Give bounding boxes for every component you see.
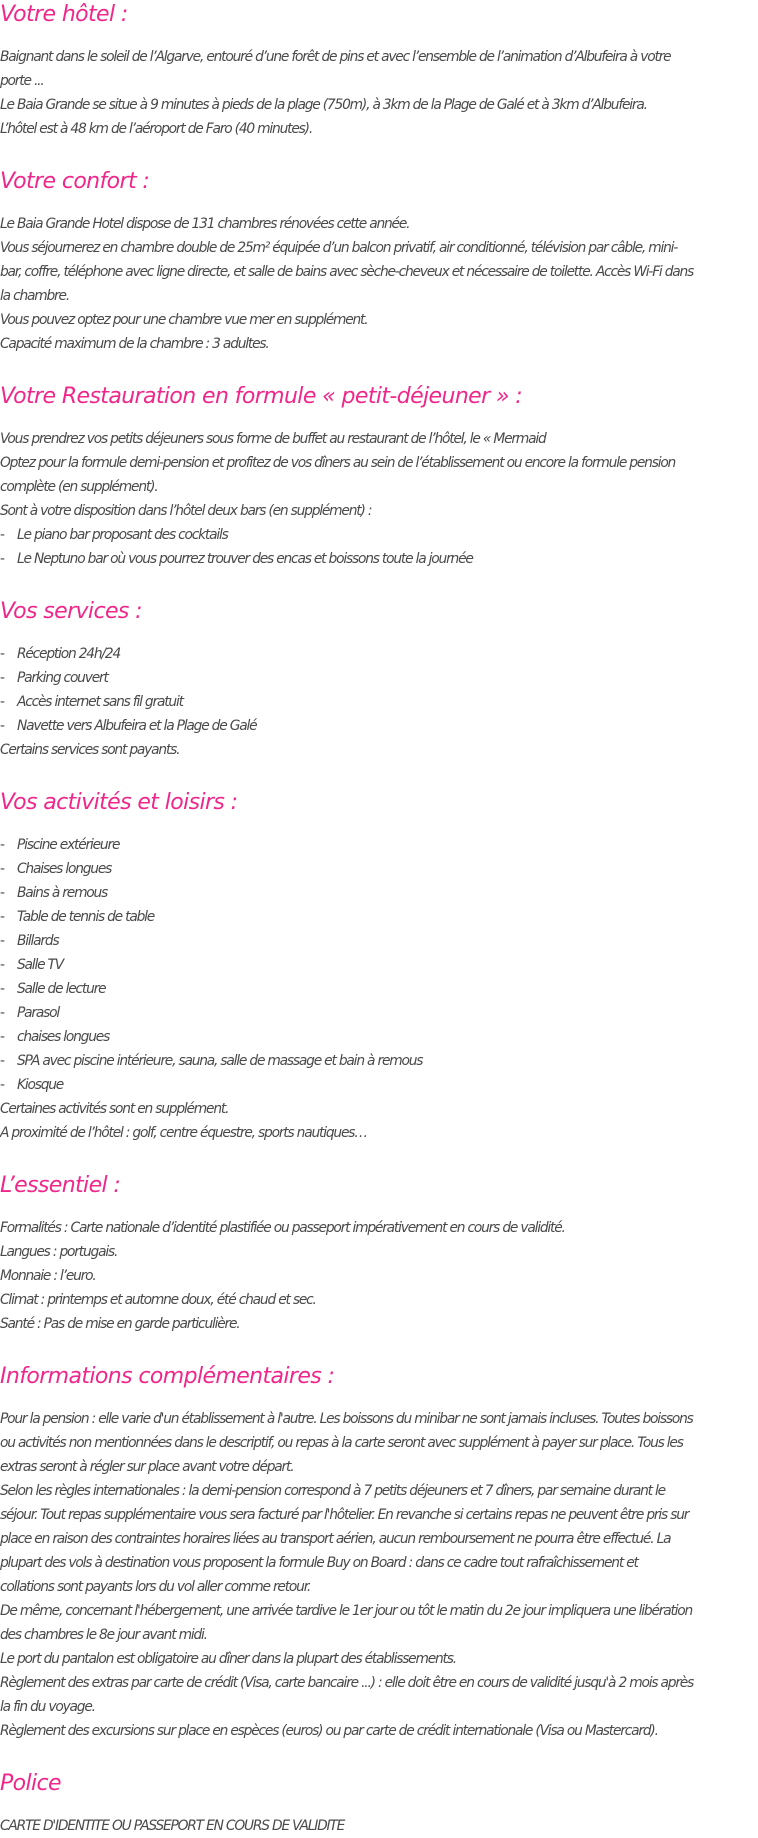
list-marker: -: [0, 527, 4, 543]
list-marker: -: [0, 551, 4, 567]
section-hotel: [0, 0, 758, 141]
list-item: [0, 1001, 758, 1025]
section-spacer: [0, 1743, 758, 1769]
list-item-text: Parasol: [17, 1005, 59, 1021]
list-item-text: Salle TV: [17, 957, 64, 973]
list-item-text: SPA avec piscine intérieure, sauna, salle de massage et bain à remous: [17, 1053, 423, 1069]
paragraph-line: place en raison des contraintes horaires liées au transport aérien, aucun remboursement ne pourra être effectué. La: [0, 1531, 671, 1547]
section-spacer: [0, 356, 758, 382]
list-marker: -: [0, 1077, 4, 1093]
paragraph-line: CARTE D'IDENTITE OU PASSEPORT EN COURS DE VALIDITE: [0, 1818, 345, 1834]
paragraph-line: plupart des vols à destination vous proposent la formule Buy on Board : dans ce cadre tout rafraîchissement et: [0, 1555, 638, 1571]
section-heading-restauration: Votre Restauration en formule « petit-déjeuner » :: [0, 384, 523, 409]
list-item-text: Table de tennis de table: [17, 909, 155, 925]
paragraph-line: Vous séjournerez en chambre double de 25m² équipée d’un balcon privatif, air conditionné, télévision par câble, mini-: [0, 240, 678, 256]
list-item: [0, 881, 758, 905]
list-item-text: Le Neptuno bar où vous pourrez trouver des encas et boissons toute la journée: [17, 551, 473, 567]
list-item: [0, 833, 758, 857]
paragraph-line: Sont à votre disposition dans l’hôtel deux bars (en supplément) :: [0, 503, 372, 519]
paragraph-line: des chambres le 8e jour avant midi.: [0, 1627, 207, 1643]
paragraph-line: séjour. Tout repas supplémentaire vous sera facturé par l'hôtelier. En revanche si certains repas ne peuvent être pris sur: [0, 1507, 689, 1523]
list-item: [0, 690, 758, 714]
list-marker: -: [0, 670, 4, 686]
paragraph-line: la chambre.: [0, 288, 70, 304]
paragraph-line: De même, concernant l'hébergement, une arrivée tardive le 1er jour ou tôt le matin du 2e jour impliquera une libération: [0, 1603, 693, 1619]
section-police: [0, 1769, 758, 1838]
section-spacer: [0, 1145, 758, 1171]
paragraph-line: Optez pour la formule demi-pension et profitez de vos dîners au sein de l’établissement ou encore la formule pension: [0, 455, 676, 471]
list-item: [0, 929, 758, 953]
list-marker: -: [0, 837, 4, 853]
list-item: [0, 1049, 758, 1073]
section-heading-confort: Votre confort :: [0, 169, 150, 194]
paragraph-line: Santé : Pas de mise en garde particulière.: [0, 1316, 240, 1332]
list-marker: -: [0, 981, 4, 997]
list-item-text: Bains à remous: [17, 885, 108, 901]
list-item: [0, 905, 758, 929]
list-marker: -: [0, 1053, 4, 1069]
paragraph-line: Le Baia Grande Hotel dispose de 131 chambres rénovées cette année.: [0, 216, 410, 232]
paragraph-line: Règlement des extras par carte de crédit (Visa, carte bancaire ...) : elle doit être en cours de validité jusqu'à 2 mois après: [0, 1675, 694, 1691]
list-item: [0, 857, 758, 881]
list-marker: -: [0, 957, 4, 973]
list-marker: -: [0, 646, 4, 662]
list-item: [0, 1073, 758, 1097]
section-heading-police: Police: [0, 1771, 61, 1796]
section-informations: [0, 1362, 758, 1743]
section-confort: [0, 167, 758, 356]
paragraph-line: bar, coffre, téléphone avec ligne directe, et salle de bains avec sèche-cheveux et nécessaire de toilette. Accès Wi-Fi dans: [0, 264, 694, 280]
list-item-text: Réception 24h/24: [17, 646, 121, 662]
list-marker: -: [0, 933, 4, 949]
list-item: [0, 1025, 758, 1049]
paragraph-line: ou activités non mentionnées dans le descriptif, ou repas à la carte seront avec supplément à payer sur place. Tous les: [0, 1435, 683, 1451]
list-item: [0, 642, 758, 666]
list-item: [0, 953, 758, 977]
paragraph-line: collations sont payants lors du vol aller comme retour.: [0, 1579, 311, 1595]
section-spacer: [0, 141, 758, 167]
section-spacer: [0, 1336, 758, 1362]
paragraph-line: Selon les règles internationales : la demi-pension correspond à 7 petits déjeuners et 7 dîners, par semaine durant le: [0, 1483, 665, 1499]
list-marker: -: [0, 861, 4, 877]
paragraph-line: la fin du voyage.: [0, 1699, 95, 1715]
paragraph-line: Formalités : Carte nationale d’identité plastifiée ou passeport impérativement en cours de validité.: [0, 1220, 565, 1236]
paragraph-line: Climat : printemps et automne doux, été chaud et sec.: [0, 1292, 316, 1308]
paragraph-line: Pour la pension : elle varie d'un établissement à l'autre. Les boissons du minibar ne sont jamais incluses. Toutes boissons: [0, 1411, 693, 1427]
paragraph-line: complète (en supplément).: [0, 479, 158, 495]
list-item: [0, 666, 758, 690]
list-item-text: Salle de lecture: [17, 981, 106, 997]
paragraph-line: Certaines activités sont en supplément.: [0, 1101, 229, 1117]
list-item-text: Le piano bar proposant des cocktails: [17, 527, 228, 543]
list-marker: -: [0, 718, 4, 734]
paragraph-line: Règlement des excursions sur place en espèces (euros) ou par carte de crédit internationale (Visa ou Mastercard).: [0, 1723, 658, 1739]
paragraph-line: Le port du pantalon est obligatoire au dîner dans la plupart des établissements.: [0, 1651, 456, 1667]
list-item: [0, 523, 758, 547]
paragraph-line: Monnaie : l’euro.: [0, 1268, 96, 1284]
section-heading-informations: Informations complémentaires :: [0, 1364, 335, 1389]
list-marker: -: [0, 909, 4, 925]
section-heading-essentiel: L’essentiel :: [0, 1173, 121, 1198]
list-item-text: Parking couvert: [17, 670, 108, 686]
list-item-text: Piscine extérieure: [17, 837, 120, 853]
paragraph-line: Capacité maximum de la chambre : 3 adultes.: [0, 336, 269, 352]
list-marker: -: [0, 885, 4, 901]
paragraph-line: A proximité de l’hôtel : golf, centre équestre, sports nautiques…: [0, 1125, 367, 1141]
paragraph-line: Baignant dans le soleil de l’Algarve, entouré d’une forêt de pins et avec l’ensemble de l’animation d’Albufeira à votre: [0, 49, 671, 65]
section-heading-hotel: Votre hôtel :: [0, 2, 128, 27]
list-item: [0, 547, 758, 571]
list-marker: -: [0, 694, 4, 710]
list-item-text: Accès internet sans fil gratuit: [17, 694, 183, 710]
paragraph-line: Vous prendrez vos petits déjeuners sous forme de buffet au restaurant de l’hôtel, le « Mermaid: [0, 431, 546, 447]
list-marker: -: [0, 1029, 4, 1045]
list-item: [0, 714, 758, 738]
list-marker: -: [0, 1005, 4, 1021]
list-item-text: Kiosque: [17, 1077, 64, 1093]
section-heading-services: Vos services :: [0, 599, 142, 624]
section-services: [0, 597, 758, 762]
paragraph-line: Le Baia Grande se situe à 9 minutes à pieds de la plage (750m), à 3km de la Plage de Galé et à 3km d’Albufeira.: [0, 97, 647, 113]
paragraph-line: L’hôtel est à 48 km de l’aéroport de Faro (40 minutes).: [0, 121, 312, 137]
paragraph-line: extras seront à régler sur place avant votre départ.: [0, 1459, 294, 1475]
list-item-text: Billards: [17, 933, 59, 949]
list-item: [0, 977, 758, 1001]
list-item-text: Chaises longues: [17, 861, 112, 877]
paragraph-line: Vous pouvez optez pour une chambre vue mer en supplément.: [0, 312, 368, 328]
section-heading-activites: Vos activités et loisirs :: [0, 790, 238, 815]
paragraph-line: Certains services sont payants.: [0, 742, 180, 758]
paragraph-line: porte ...: [0, 73, 44, 89]
paragraph-line: Langues : portugais.: [0, 1244, 118, 1260]
section-restauration: [0, 382, 758, 571]
section-essentiel: [0, 1171, 758, 1336]
list-item-text: Navette vers Albufeira et la Plage de Galé: [17, 718, 257, 734]
list-item-text: chaises longues: [17, 1029, 110, 1045]
section-spacer: [0, 762, 758, 788]
section-activites: [0, 788, 758, 1145]
section-spacer: [0, 571, 758, 597]
